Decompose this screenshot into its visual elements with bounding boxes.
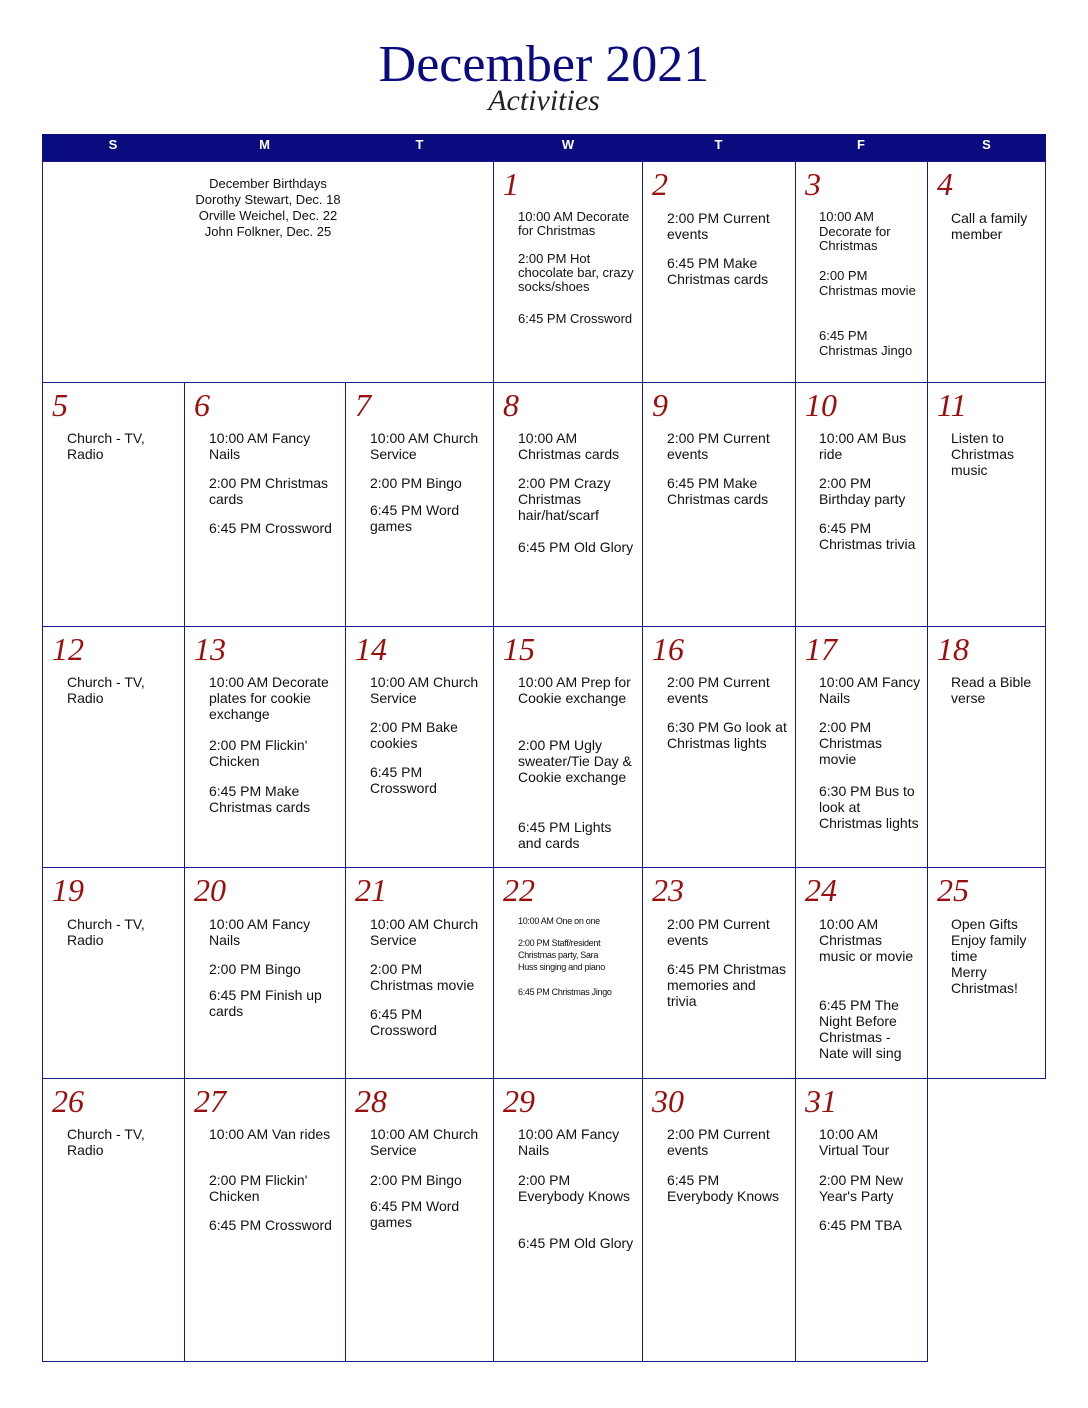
event: 2:00 PM Bingo bbox=[370, 1172, 462, 1188]
event: 2:00 PM Current events bbox=[667, 430, 770, 462]
day-number: 27 bbox=[194, 1083, 226, 1119]
event: 10:00 AM Van rides bbox=[209, 1126, 331, 1142]
event: 10:00 AM Fancy Nails bbox=[209, 916, 311, 948]
event: 6:45 PM Crossword bbox=[209, 520, 332, 536]
event: 10:00 AM Bus ride bbox=[819, 430, 907, 462]
birthdays-list bbox=[43, 176, 493, 240]
event: 6:45 PM Make Christmas cards bbox=[667, 475, 769, 507]
event: 2:00 PM Bingo bbox=[370, 475, 462, 491]
event: 2:00 PM Ugly sweater/Tie Day & Cookie exchange bbox=[518, 737, 632, 785]
event: 2:00 PM Christmas cards bbox=[209, 475, 329, 507]
birthday-entry: Dorothy Stewart, Dec. 18 bbox=[195, 192, 341, 207]
event: 6:45 PM Crossword bbox=[370, 764, 437, 796]
day-number: 20 bbox=[194, 872, 226, 908]
day-number: 23 bbox=[652, 872, 684, 908]
day-cell-30 bbox=[642, 1078, 796, 1362]
day-cell-17 bbox=[795, 626, 928, 868]
event: Church - TV, Radio bbox=[67, 430, 145, 462]
day-number: 15 bbox=[503, 631, 535, 667]
day-cell-26 bbox=[42, 1078, 185, 1362]
event: 2:00 PM Current events bbox=[667, 210, 770, 242]
weekday-header-mon: M bbox=[259, 137, 270, 152]
day-number: 6 bbox=[194, 387, 210, 423]
event: 10:00 AM Decorate for Christmas bbox=[819, 209, 891, 253]
event: 2:00 PM Hot chocolate bar, crazy socks/shoes bbox=[518, 251, 634, 294]
event: 2:00 PM Christmas movie bbox=[819, 268, 916, 298]
day-number: 19 bbox=[52, 872, 84, 908]
day-cell-15 bbox=[493, 626, 643, 868]
event: 6:45 PM Christmas Jingo bbox=[819, 328, 913, 358]
day-cell-24 bbox=[795, 867, 928, 1079]
day-cell-8 bbox=[493, 382, 643, 627]
event: 2:00 PM Current events bbox=[667, 916, 770, 948]
day-number: 12 bbox=[52, 631, 84, 667]
weekday-header-bar bbox=[42, 134, 1046, 162]
day-number: 29 bbox=[503, 1083, 535, 1119]
event: Church - TV, Radio bbox=[67, 674, 145, 706]
event: 10:00 AM Virtual Tour bbox=[819, 1126, 890, 1158]
day-cell-22 bbox=[493, 867, 643, 1079]
day-cell-4 bbox=[927, 161, 1046, 383]
event: 2:00 PM Staff/resident Christmas party, Sara Huss singing and piano bbox=[518, 938, 605, 972]
day-cell-16 bbox=[642, 626, 796, 868]
day-cell-29 bbox=[493, 1078, 643, 1362]
day-number: 30 bbox=[652, 1083, 684, 1119]
event: 6:45 PM Christmas memories and trivia bbox=[667, 961, 787, 1009]
day-number: 22 bbox=[503, 872, 535, 908]
event: 10:00 AM Christmas music or movie bbox=[819, 916, 914, 964]
day-cell-18 bbox=[927, 626, 1046, 868]
day-number: 31 bbox=[805, 1083, 837, 1119]
birthdays-cell bbox=[42, 161, 494, 383]
day-number: 3 bbox=[805, 166, 821, 202]
day-number: 25 bbox=[937, 872, 969, 908]
day-cell-20 bbox=[184, 867, 346, 1079]
day-cell-1 bbox=[493, 161, 643, 383]
event: 10:00 AM Church Service bbox=[370, 1126, 479, 1158]
event: Listen to Christmas music bbox=[951, 430, 1015, 478]
day-number: 16 bbox=[652, 631, 684, 667]
day-number: 8 bbox=[503, 387, 519, 423]
weekday-header-wed: W bbox=[561, 137, 575, 152]
event: 2:00 PM Flickin' Chicken bbox=[209, 737, 308, 769]
day-cell-7 bbox=[345, 382, 494, 627]
day-number: 10 bbox=[805, 387, 837, 423]
event: 10:00 AM Decorate plates for cookie exchange bbox=[209, 674, 329, 722]
event: 6:45 PM Word games bbox=[370, 502, 460, 534]
day-cell-27 bbox=[184, 1078, 346, 1362]
day-cell-23 bbox=[642, 867, 796, 1079]
event: 10:00 AM Church Service bbox=[370, 674, 479, 706]
event: Open Gifts Enjoy family time Merry Christmas! bbox=[951, 916, 1027, 996]
event: 6:45 PM Make Christmas cards bbox=[667, 255, 769, 287]
event: 6:45 PM The Night Before Christmas - Nate will sing bbox=[819, 997, 902, 1061]
day-number: 17 bbox=[805, 631, 837, 667]
day-number: 24 bbox=[805, 872, 837, 908]
day-cell-3 bbox=[795, 161, 928, 383]
event: 6:45 PM Christmas trivia bbox=[819, 520, 916, 552]
day-number: 4 bbox=[937, 166, 953, 202]
event: 6:45 PM Everybody Knows bbox=[667, 1172, 780, 1204]
event: 2:00 PM Bake cookies bbox=[370, 719, 458, 751]
event: 10:00 AM Prep for Cookie exchange bbox=[518, 674, 631, 706]
event: 6:45 PM Lights and cards bbox=[518, 819, 612, 851]
event: 2:00 PM Current events bbox=[667, 1126, 770, 1158]
birthday-entry: John Folkner, Dec. 25 bbox=[204, 224, 332, 239]
event: 2:00 PM Christmas movie bbox=[370, 961, 475, 993]
day-cell-6 bbox=[184, 382, 346, 627]
event: 10:00 AM One on one bbox=[518, 916, 600, 926]
event: 10:00 AM Christmas cards bbox=[518, 430, 620, 462]
event: 6:45 PM Crossword bbox=[370, 1006, 437, 1038]
event: 10:00 AM Fancy Nails bbox=[819, 674, 921, 706]
day-cell-14 bbox=[345, 626, 494, 868]
event: 10:00 AM Church Service bbox=[370, 430, 479, 462]
day-cell-2 bbox=[642, 161, 796, 383]
event: 6:45 PM Word games bbox=[370, 1198, 460, 1230]
day-cell-10 bbox=[795, 382, 928, 627]
event: 6:45 PM Crossword bbox=[209, 1217, 332, 1233]
event: 6:45 PM Old Glory bbox=[518, 1235, 634, 1251]
event: 2:00 PM Everybody Knows bbox=[518, 1172, 631, 1204]
weekday-header-fri: F bbox=[857, 137, 865, 152]
day-cell-5 bbox=[42, 382, 185, 627]
event: 6:30 PM Bus to look at Christmas lights bbox=[819, 783, 919, 831]
event: 6:45 PM Make Christmas cards bbox=[209, 783, 311, 815]
event: 10:00 AM Church Service bbox=[370, 916, 479, 948]
day-number: 7 bbox=[355, 387, 371, 423]
event: 6:45 PM Christmas Jingo bbox=[518, 987, 612, 997]
event: 2:00 PM Bingo bbox=[209, 961, 301, 977]
weekday-header-sun: S bbox=[108, 137, 118, 152]
day-number: 2 bbox=[652, 166, 668, 202]
event: Church - TV, Radio bbox=[67, 1126, 145, 1158]
birthdays-heading: December Birthdays bbox=[209, 176, 327, 191]
day-number: 11 bbox=[937, 387, 967, 423]
weekday-header-tue: T bbox=[415, 137, 424, 152]
event: 2:00 PM Christmas movie bbox=[819, 719, 883, 767]
day-number: 13 bbox=[194, 631, 226, 667]
event: 6:45 PM Old Glory bbox=[518, 539, 634, 555]
event: Read a Bible verse bbox=[951, 674, 1032, 706]
day-number: 28 bbox=[355, 1083, 387, 1119]
birthday-entry: Orville Weichel, Dec. 22 bbox=[198, 208, 338, 223]
event: 2:00 PM New Year's Party bbox=[819, 1172, 904, 1204]
day-number: 18 bbox=[937, 631, 969, 667]
event: 2:00 PM Crazy Christmas hair/hat/scarf bbox=[518, 475, 611, 523]
day-cell-9 bbox=[642, 382, 796, 627]
day-cell-28 bbox=[345, 1078, 494, 1362]
day-number: 26 bbox=[52, 1083, 84, 1119]
event: Church - TV, Radio bbox=[67, 916, 145, 948]
day-cell-11 bbox=[927, 382, 1046, 627]
event: 6:45 PM Crossword bbox=[518, 311, 633, 326]
day-number: 1 bbox=[503, 166, 519, 202]
day-cell-19 bbox=[42, 867, 185, 1079]
event: 2:00 PM Birthday party bbox=[819, 475, 906, 507]
page-subtitle: Activities bbox=[488, 84, 600, 117]
day-cell-25 bbox=[927, 867, 1046, 1079]
day-cell-13 bbox=[184, 626, 346, 868]
weekday-header-sat: S bbox=[982, 137, 991, 152]
day-cell-31 bbox=[795, 1078, 928, 1362]
event: Call a family member bbox=[951, 210, 1028, 242]
event: 6:45 PM Finish up cards bbox=[209, 987, 322, 1019]
event: 2:00 PM Current events bbox=[667, 674, 770, 706]
day-number: 14 bbox=[355, 631, 387, 667]
event: 10:00 AM Fancy Nails bbox=[209, 430, 311, 462]
day-cell-12 bbox=[42, 626, 185, 868]
event: 6:30 PM Go look at Christmas lights bbox=[667, 719, 787, 751]
weekday-header-thu: T bbox=[714, 137, 723, 152]
event: 6:45 PM TBA bbox=[819, 1217, 903, 1233]
day-cell-21 bbox=[345, 867, 494, 1079]
event: 10:00 AM Fancy Nails bbox=[518, 1126, 620, 1158]
day-number: 9 bbox=[652, 387, 668, 423]
event: 2:00 PM Flickin' Chicken bbox=[209, 1172, 308, 1204]
page-title: December 2021 bbox=[378, 36, 710, 93]
day-number: 5 bbox=[52, 387, 68, 423]
day-number: 21 bbox=[355, 872, 387, 908]
event: 10:00 AM Decorate for Christmas bbox=[518, 209, 630, 238]
